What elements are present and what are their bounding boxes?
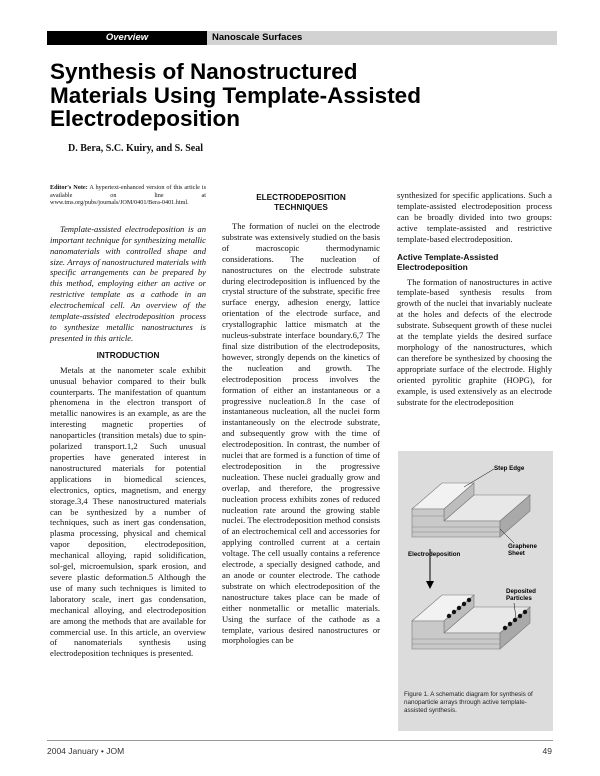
subheading-line-1: Active Template-Assisted [397, 251, 499, 262]
page-number: 49 [542, 746, 552, 756]
step-edge-pointer [464, 469, 494, 487]
abstract: Template-assisted electrodeposition is an important technique for synthesizing metallic nanomaterials with controlled shape and size. Arrays of nanostructured materials with specific arrangements can be prepared by this method, employing either an active or restrictive template as a cathode in an electrochemical cell. An overview of the template-assisted electrodeposition process to synthesize metallic nanostructures is presented in this article. [50, 223, 206, 343]
article-title [50, 60, 550, 131]
graphene-label-line-2: Sheet [508, 550, 525, 557]
step-edge-label: Step Edge [494, 465, 525, 472]
column-3 [397, 190, 552, 407]
deposited-label-line-2: Particles [506, 595, 532, 602]
editor-note [50, 184, 206, 207]
title-line-1: Synthesis of Nanostructured [50, 59, 358, 84]
introduction-text: Metals at the nanometer scale exhibit unusual behavior compared to their bulk counterparts. The manifestation of quantum phenomena in the electron transport of metallic nanowires is an example, as are the interesting magnetic properties of nanoparticles (transition metals) due to spin-polarized transport.1,2 Such unusual properties have generated interest in nanostructured materials for potential applications in biomedical sciences, electronics, optics, magnetism, and energy storage.3,4 These nanostructured materials can be synthesized by a number of techniques, such as inert gas condensation, plasma processing, physical and chemical vapor deposition, electrodeposition, mechanical alloying, rapid solidification, sol-gel, microemulsion, spark erosion, and severe plastic deformation.5 Although the use of many such techniques is limited to laboratory scale, inert gas condensation, mechanical alloying, and electrodeposition are among the methods that are available for commercial use. In this article, an overview of nanomaterials synthesis using electrodeposition techniques is presented. [50, 364, 206, 659]
authors: D. Bera, S.C. Kuiry, and S. Seal [68, 143, 204, 154]
deposited-particles-label [506, 588, 536, 602]
section-label: Overview [47, 31, 207, 45]
continuation-text: synthesized for specific applications. Such a template-assisted electrodeposition process can be broadly divided into two groups: active template-assisted and restrictive template-based electrodeposition. [397, 190, 552, 244]
figure-caption: Figure 1. A schematic diagram for synthesis of nanoparticle arrays through active template-assisted synthesis. [404, 691, 533, 714]
introduction-heading: INTRODUCTION [96, 350, 160, 360]
electrodeposition-label: Electrodeposition [408, 551, 461, 558]
footer-journal-date: 2004 January • JOM [47, 746, 125, 756]
schematic-diagram [402, 461, 549, 686]
title-line-2: Materials Using Template-Assisted [50, 82, 421, 108]
deposited-label-line-1: Deposited [506, 588, 536, 595]
graphite-step-block [412, 483, 530, 537]
editor-note-label: Editor's Note: [50, 184, 88, 191]
title-line-3: Electrodeposition [50, 106, 241, 131]
active-template-text: The formation of nanostructures in active template-based synthesis results from growth of the nuclei that invariably nucleate at the holes and defects of the electrode substrate. Subsequent growth of these nuclei at the template yields the desired surface morphology of the nanostructures, which can therefore be synthesized by choosing the appropriate surface of the electrode. Highly oriented pyrolitic graphite (HOPG), for example, is used extensively as an electrode substrate for the electrodeposition [397, 276, 552, 407]
electrodeposition-heading [222, 193, 380, 213]
deposited-block [412, 595, 530, 649]
footer-divider [47, 740, 553, 741]
electrodeposition-heading-line-1: ELECTRODEPOSITION [256, 193, 346, 202]
figure-1 [398, 451, 553, 731]
topic-label: Nanoscale Surfaces [207, 31, 557, 45]
active-template-subheading [397, 252, 552, 273]
editor-note-text: A hypertext-enhanced version of this article is available on line at www.tms.org/pubs/journals/JOM/0401/Bera-0401.html. [50, 184, 206, 207]
column-2 [222, 193, 380, 646]
section-header-bar [47, 31, 557, 45]
electrodeposition-heading-line-2: TECHNIQUES [274, 203, 328, 212]
column-1 [50, 184, 206, 659]
graphene-label-line-1: Graphene [508, 543, 537, 550]
subheading-line-2: Electrodeposition [397, 262, 468, 273]
electrodeposition-text: The formation of nuclei on the electrode substrate was extensively studied on the basis of macroscopic thermodynamic considerations. The nucleation of nanostructures on the electrode substrate during electrodeposition is influenced by the crystal structure of the substrate, specific free surface energy, adhesion energy, lattice orientation of the electrode surface, and crystallographic lattice mismatch at the nucleus-substrate interface boundary.6,7 The final size distribution of the electrodeposits, however, strongly depends on the kinetics of the nucleation and growth. The electrodeposition process involves the formation of either an instantaneous or a progressive nucleation.8 In the case of instantaneous nucleation, all the nuclei form instantaneously on the electrode substrate, and subsequently grow with the time of electrodeposition. In contrast, the number of nuclei that are formed is a function of time of electrodeposition in the progressive nucleation. These nuclei gradually grow and overlap, and therefore, the progressive nucleation process exhibits zones of reduced nucleation rate around the growing stable nuclei. The electrodeposition method consists of an electrochemical cell and accessories for applying controlled current at a certain voltage. The cell usually contains a reference electrode, a specially designed cathode, and an anode or counter electrode. The cathode substrate on which electrodeposition of the nanostructure takes place can be made of either nonmetallic or metallic materials. Using the surface of the cathode as a template, various desired nanostructures or morphologies can be [222, 221, 380, 646]
graphene-sheet-label [508, 543, 537, 557]
